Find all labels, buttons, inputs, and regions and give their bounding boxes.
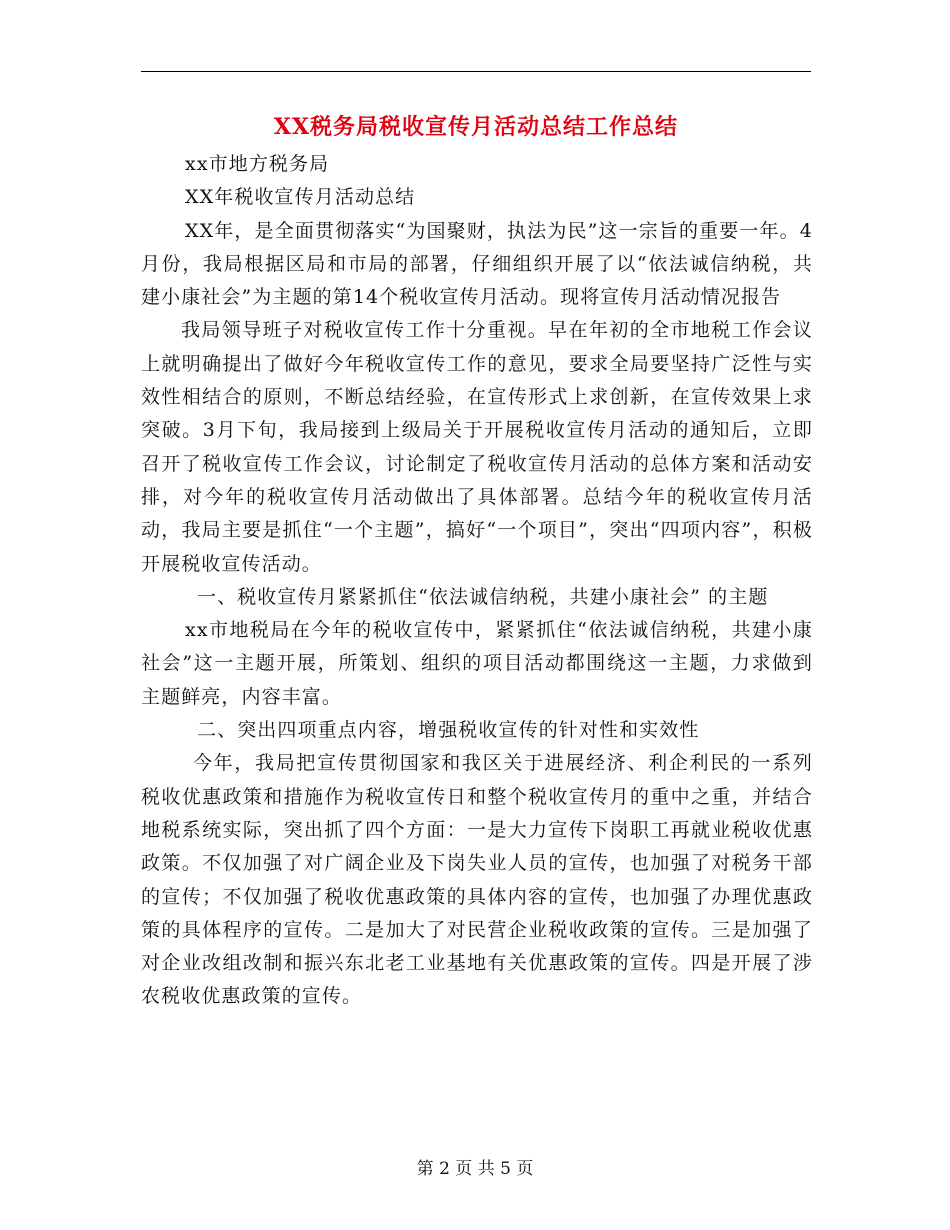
paragraph-policies: 今年，我局把宣传贯彻国家和我区关于进展经济、利企利民的一系列税收优惠政策和措施作为税收宣传日和整个税收宣传月的重中之重，并结合地税系统实际，突出抓了四个方面：一是大力宣传下岗职工再就业税收优惠政策。不仅加强了对广阔企业及下岗失业人员的宣传，也加强了对税务干部的宣传；不仅加强了税收优惠政策的具体内容的宣传，也加强了办理优惠政策的具体程序的宣传。二是加大了对民营企业税收政策的宣传。三是加强了对企业改组改制和振兴东北老工业基地有关优惠政策的宣传。四是开展了涉农税收优惠政策的宣传。 <box>141 752 813 1008</box>
issuer-line: xx市地方税务局 <box>185 153 330 175</box>
paragraph-leadership: 我局领导班子对税收宣传工作十分重视。早在年初的全市地税工作会议上就明确提出了做好今年税收宣传工作的意见，要求全局要坚持广泛性与实效性相结合的原则，不断总结经验，在宣传形式上求创新，在宣传效果上求突破。3月下旬，我局接到上级局关于开展税收宣传月活动的通知后，立即召开了税收宣传工作会议，讨论制定了税收宣传月活动的总体方案和活动安排，对今年的税收宣传月活动做出了具体部署。总结今年的税收宣传月活动，我局主要是抓住“一个主题”，搞好“一个项目”，突出“四项内容”，积极开展税收宣传活动。 <box>141 319 813 575</box>
header-rule <box>141 71 811 72</box>
page-number-footer: 第 2 页 共 5 页 <box>416 1159 534 1179</box>
document-body <box>141 148 813 1014</box>
paragraph-theme: xx市地税局在今年的税收宣传中，紧紧抓住“依法诚信纳税，共建小康社会”这一主题开展，所策划、组织的项目活动都围绕这一主题，力求做到主题鲜亮，内容丰富。 <box>141 619 813 708</box>
paragraph-intro: XX年，是全面贯彻落实“为国聚财，执法为民”这一宗旨的重要一年。4月份，我局根据区局和市局的部署，仔细组织开展了以“依法诚信纳税，共建小康社会”为主题的第14个税收宣传月活动。现将宣传月活动情况报告 <box>141 219 813 309</box>
report-subtitle: XX年税收宣传月活动总结 <box>185 186 416 209</box>
section-heading-1: 一、税收宣传月紧紧抓住“依法诚信纳税，共建小康社会” 的主题 <box>197 585 769 608</box>
section-heading-2: 二、突出四项重点内容，增强税收宣传的针对性和实效性 <box>197 719 700 742</box>
document-title: XX税务局税收宣传月活动总结工作总结 <box>273 114 679 140</box>
